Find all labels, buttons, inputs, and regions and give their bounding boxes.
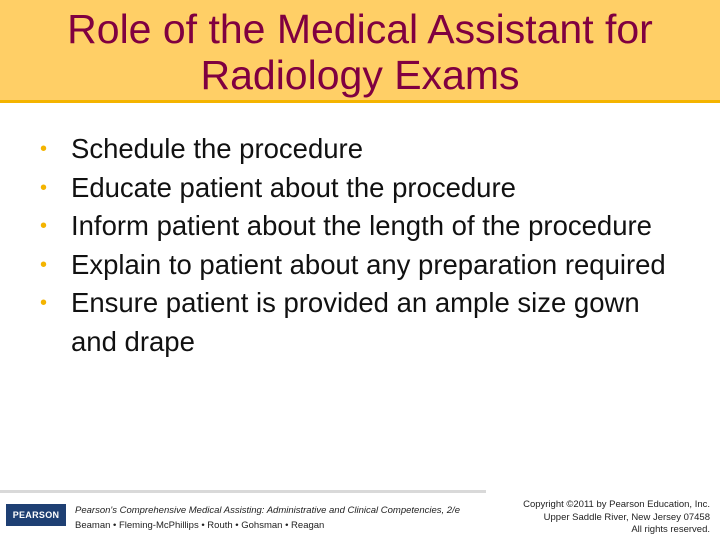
bullet-item	[40, 207, 690, 246]
slide-title	[0, 6, 720, 98]
slide-title-line-1: Role of the Medical Assistant for	[67, 6, 653, 52]
bullet-text: Inform patient about the length of the procedure	[71, 210, 652, 241]
bullet-list	[40, 130, 690, 361]
bullet-dot-icon: •	[40, 292, 48, 314]
bullet-text: Explain to patient about any preparation required	[71, 248, 666, 280]
bullet-item	[40, 130, 690, 169]
title-band	[0, 0, 720, 103]
book-title: Pearson's Comprehensive Medical Assisting: Administrative and Clinical Competencies, 2/e	[75, 505, 460, 516]
bullet-item	[40, 169, 690, 208]
footer-divider	[0, 490, 486, 493]
bullet-dot-icon: •	[40, 176, 48, 199]
pearson-logo: PEARSON	[6, 504, 66, 526]
bullet-text: Educate patient about the procedure	[71, 171, 516, 203]
bullet-item	[40, 284, 690, 361]
copyright-line: Upper Saddle River, New Jersey 07458	[543, 511, 710, 523]
copyright-line: All rights reserved.	[631, 524, 710, 535]
bullet-dot-icon: •	[40, 138, 48, 160]
copyright-line: Copyright ©2011 by Pearson Education, Inc.	[523, 499, 710, 510]
bullet-text: Schedule the procedure	[71, 133, 364, 164]
bullet-dot-icon: •	[40, 215, 48, 237]
copyright-notice	[490, 499, 710, 537]
bullet-item	[40, 246, 690, 285]
book-authors: Beaman • Fleming-McPhillips • Routh • Gohsman • Reagan	[75, 520, 325, 531]
slide-title-line-2: Radiology Exams	[200, 52, 520, 98]
bullet-dot-icon: •	[40, 253, 48, 276]
bullet-text: Ensure patient is provided an ample size gown and drape	[71, 287, 640, 357]
